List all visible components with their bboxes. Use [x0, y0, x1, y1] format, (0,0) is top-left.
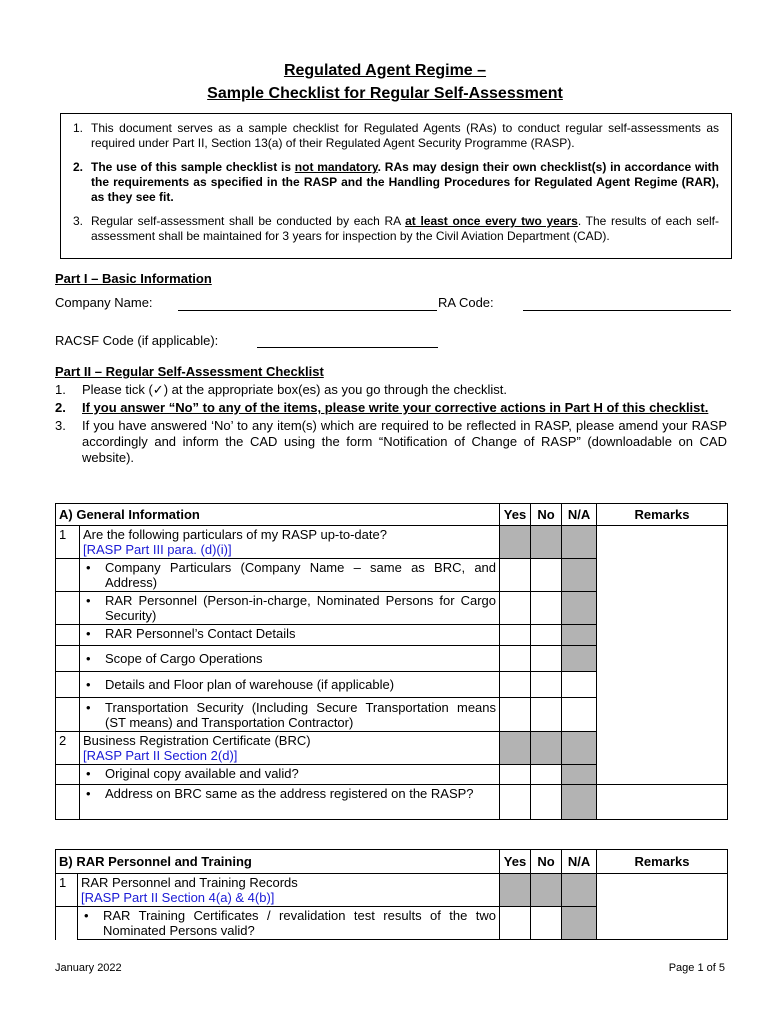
na-cell-disabled: [562, 625, 597, 646]
item-text: Original copy available and valid?: [105, 766, 299, 781]
note-text: [91, 214, 719, 244]
bullet-icon: •: [86, 626, 91, 641]
table-header-row: [56, 850, 728, 874]
note-text-part: The use of this sample checklist is: [91, 160, 295, 174]
col-remarks: Remarks: [597, 850, 728, 874]
note-number: 1.: [73, 121, 84, 135]
na-cell-disabled: [562, 592, 597, 625]
yes-checkbox[interactable]: [500, 765, 531, 785]
bullet-icon: •: [86, 651, 91, 666]
item-text: Transportation Security (Including Secure Transportation means (ST means) and Transportation Contractor): [105, 700, 497, 730]
instruction-item: [55, 382, 727, 398]
yes-checkbox[interactable]: [500, 559, 531, 592]
item-cell: [80, 698, 500, 732]
item-text: Address on BRC same as the address registered on the RASP?: [105, 786, 474, 801]
instruction-text: If you answer “No” to any of the items, please write your corrective actions in Part H of this checklist.: [82, 400, 709, 415]
section-b-title: B) RAR Personnel and Training: [56, 850, 500, 874]
blank-number-cell: [56, 698, 80, 732]
item-text: RAR Personnel (Person-in-charge, Nominated Persons for Cargo Security): [105, 593, 497, 623]
no-checkbox[interactable]: [531, 646, 562, 672]
yes-checkbox[interactable]: [500, 785, 531, 820]
note-emphasis: not mandatory: [294, 160, 378, 174]
no-checkbox[interactable]: [531, 592, 562, 625]
item-cell: [78, 907, 500, 940]
blank-number-cell: [56, 559, 80, 592]
col-yes: Yes: [500, 850, 531, 874]
yes-cell-disabled: [500, 874, 531, 907]
question-number: 1: [56, 874, 78, 907]
instruction-item: [55, 418, 727, 466]
no-checkbox[interactable]: [531, 785, 562, 820]
na-cell-disabled: [562, 785, 597, 820]
remarks-cell[interactable]: [597, 874, 728, 940]
part1-heading: Part I – Basic Information: [55, 271, 212, 286]
blank-number-cell: [56, 625, 80, 646]
instruction-number: 3.: [55, 418, 66, 433]
table-row: [56, 874, 728, 907]
col-no: No: [531, 504, 562, 526]
bullet-icon: •: [86, 560, 91, 575]
note-2: [73, 160, 719, 205]
footer-date: January 2022: [55, 962, 122, 974]
item-text: Details and Floor plan of warehouse (if applicable): [105, 677, 395, 692]
yes-checkbox[interactable]: [500, 625, 531, 646]
instructions-list: [55, 382, 727, 468]
racsf-code-field[interactable]: [257, 347, 438, 348]
bullet-icon: •: [86, 766, 91, 781]
instruction-item: [55, 400, 727, 416]
item-text: Scope of Cargo Operations: [105, 651, 263, 666]
blank-number-cell: [56, 907, 78, 940]
bullet-icon: •: [84, 908, 89, 923]
blank-number-cell: [56, 592, 80, 625]
document-title-line1: Regulated Agent Regime –: [283, 62, 487, 79]
section-a-title: A) General Information: [56, 504, 500, 526]
item-text: Company Particulars (Company Name – same as BRC, and Address): [105, 560, 497, 590]
company-name-label: Company Name:: [55, 295, 153, 310]
na-cell-disabled: [562, 559, 597, 592]
part2-heading: Part II – Regular Self-Assessment Checklist: [55, 364, 324, 379]
question-text: RAR Personnel and Training Records: [81, 875, 298, 890]
yes-checkbox[interactable]: [500, 592, 531, 625]
na-cell-disabled: [562, 874, 597, 907]
ra-code-label: RA Code:: [438, 295, 494, 310]
question-number: 1: [56, 526, 80, 559]
yes-checkbox[interactable]: [500, 907, 531, 940]
yes-checkbox[interactable]: [500, 698, 531, 732]
document-title-line2: Sample Checklist for Regular Self-Assessment: [207, 85, 563, 102]
blank-number-cell: [56, 672, 80, 698]
instruction-text: Please tick (✓) at the appropriate box(es) as you go through the checklist.: [82, 382, 507, 397]
bullet-icon: •: [86, 677, 91, 692]
no-cell-disabled: [531, 526, 562, 559]
racsf-code-label: RACSF Code (if applicable):: [55, 333, 219, 348]
ra-code-field[interactable]: [523, 310, 731, 311]
col-na: N/A: [562, 850, 597, 874]
yes-cell-disabled: [500, 732, 531, 765]
bullet-icon: •: [86, 593, 91, 608]
na-checkbox[interactable]: [562, 672, 597, 698]
instruction-text: If you have answered ‘No’ to any item(s) which are required to be reflected in RASP, please amend your RASP accordingly and inform the CAD using the form “Notification of Change of RASP” (downloadable on CAD website).: [82, 418, 727, 465]
table-row: [56, 526, 728, 559]
yes-checkbox[interactable]: [500, 672, 531, 698]
no-checkbox[interactable]: [531, 698, 562, 732]
note-text: This document serves as a sample checklist for Regulated Agents (RAs) to conduct regular self-assessments as required under Part II, Section 13(a) of their Regulated Agent Security Programme (RASP).: [91, 121, 719, 150]
item-cell: [80, 646, 500, 672]
note-text: [91, 160, 719, 205]
note-text-part: . The results of each self-assessment shall be maintained for 3 years for inspection by the Civil Aviation Department (CAD).: [91, 214, 720, 243]
table-row: [56, 785, 728, 820]
section-b-table: [55, 849, 728, 940]
instruction-number: 2.: [55, 400, 66, 415]
question-text: Are the following particulars of my RASP up-to-date?: [83, 527, 387, 542]
no-checkbox[interactable]: [531, 765, 562, 785]
item-cell: [80, 625, 500, 646]
yes-checkbox[interactable]: [500, 646, 531, 672]
instruction-number: 1.: [55, 382, 66, 397]
no-checkbox[interactable]: [531, 559, 562, 592]
note-number: 3.: [73, 214, 84, 228]
note-1: [73, 121, 719, 151]
no-checkbox[interactable]: [531, 672, 562, 698]
rasp-reference: [RASP Part II Section 2(d)]: [83, 748, 238, 763]
col-yes: Yes: [500, 504, 531, 526]
notes-box: [60, 113, 732, 259]
remarks-cell[interactable]: [597, 526, 728, 785]
remarks-cell[interactable]: [597, 785, 728, 820]
yes-cell-disabled: [500, 526, 531, 559]
table-header-row: [56, 504, 728, 526]
na-cell-disabled: [562, 732, 597, 765]
bullet-icon: •: [86, 786, 91, 801]
question-cell: [80, 732, 500, 765]
question-cell: [78, 874, 500, 907]
item-cell: [80, 672, 500, 698]
no-checkbox[interactable]: [531, 907, 562, 940]
bullet-icon: •: [86, 700, 91, 715]
no-cell-disabled: [531, 874, 562, 907]
question-number: 2: [56, 732, 80, 765]
na-cell-disabled: [562, 907, 597, 940]
no-cell-disabled: [531, 732, 562, 765]
item-cell: [80, 765, 500, 785]
item-cell: [80, 785, 500, 820]
question-cell: [80, 526, 500, 559]
note-text-part: . RAs may design their own checklist(s) in accordance with the requirements as specified in the RASP and the Handling Procedures for Regulated Agent Regime (RAR), as they see fit.: [91, 160, 719, 204]
rasp-reference: [RASP Part II Section 4(a) & 4(b)]: [81, 890, 275, 905]
item-cell: [80, 592, 500, 625]
blank-number-cell: [56, 765, 80, 785]
item-text: RAR Training Certificates / revalidation test results of the two Nominated Persons valid?: [103, 908, 497, 938]
company-name-field[interactable]: [178, 310, 437, 311]
col-na: N/A: [562, 504, 597, 526]
na-cell-disabled: [562, 646, 597, 672]
col-remarks: Remarks: [597, 504, 728, 526]
rasp-reference: [RASP Part III para. (d)(i)]: [83, 542, 232, 557]
na-checkbox[interactable]: [562, 698, 597, 732]
note-emphasis: at least once every two years: [405, 214, 578, 228]
col-no: No: [531, 850, 562, 874]
note-text-part: Regular self-assessment shall be conducted by each RA: [91, 214, 406, 228]
blank-number-cell: [56, 785, 80, 820]
na-cell-disabled: [562, 526, 597, 559]
no-checkbox[interactable]: [531, 625, 562, 646]
footer-page-number: Page 1 of 5: [668, 962, 725, 974]
note-number: 2.: [73, 160, 84, 174]
question-text: Business Registration Certificate (BRC): [83, 733, 311, 748]
na-cell-disabled: [562, 765, 597, 785]
note-3: [73, 214, 719, 244]
item-text: RAR Personnel’s Contact Details: [105, 626, 296, 641]
blank-number-cell: [56, 646, 80, 672]
item-cell: [80, 559, 500, 592]
section-a-table: [55, 503, 728, 820]
